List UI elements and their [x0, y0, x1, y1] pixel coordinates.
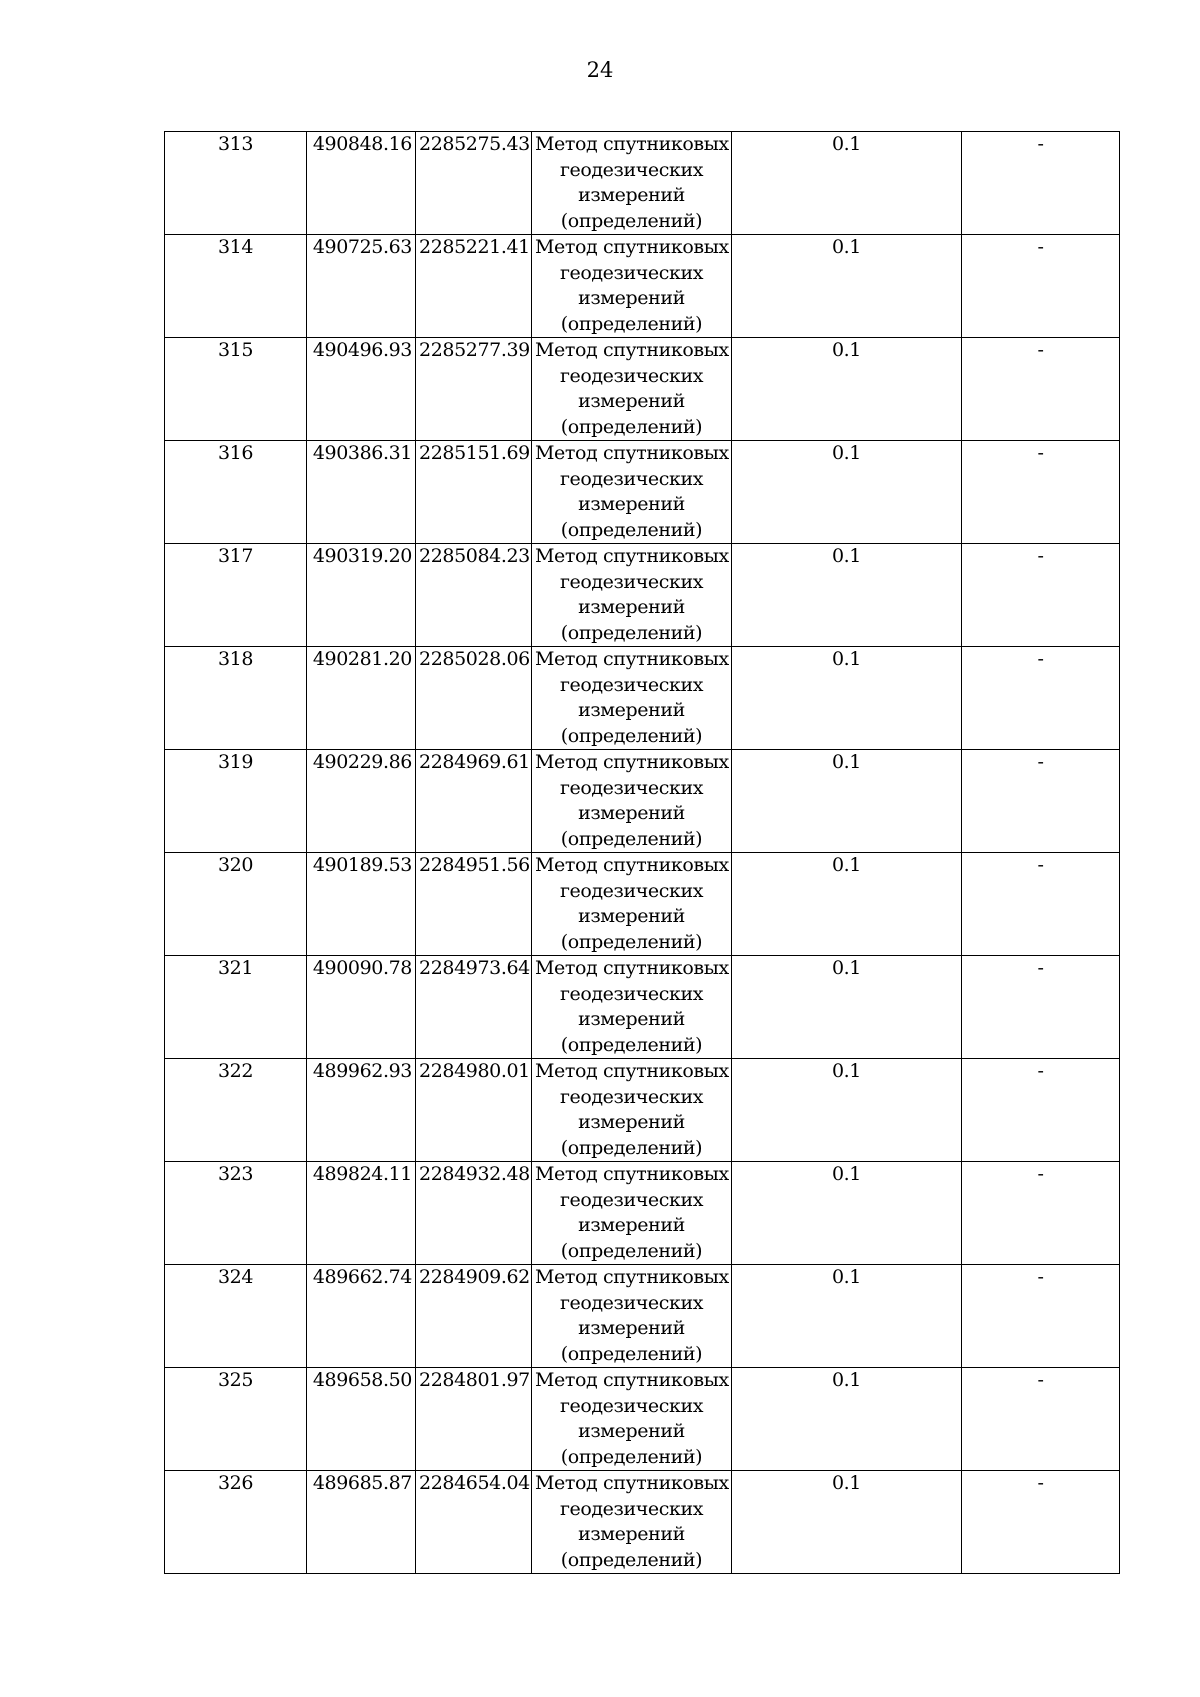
method-line: геодезических: [559, 1188, 704, 1211]
method-line: геодезических: [559, 1291, 704, 1314]
method-line: геодезических: [559, 1394, 704, 1417]
method-line: Метод спутниковых: [535, 1369, 729, 1391]
method-line: измерений: [578, 905, 685, 927]
method-line: измерений: [578, 1008, 685, 1030]
method-line: Метод спутниковых: [535, 648, 729, 670]
note-cell: -: [962, 853, 1120, 956]
x-coordinate-cell: 489685.87: [307, 1471, 416, 1574]
table-row: [165, 750, 1120, 853]
method-line: (определений): [560, 1033, 703, 1056]
note-cell: -: [962, 132, 1120, 235]
accuracy-cell: 0.1: [732, 1059, 962, 1162]
point-number-cell: 320: [165, 853, 307, 956]
point-number-cell: 323: [165, 1162, 307, 1265]
note-cell: -: [962, 338, 1120, 441]
accuracy-cell: 0.1: [732, 1471, 962, 1574]
method-line: измерений: [578, 1111, 685, 1133]
method-line: Метод спутниковых: [535, 339, 729, 361]
method-line: измерений: [578, 1317, 685, 1339]
note-cell: -: [962, 956, 1120, 1059]
note-cell: -: [962, 1368, 1120, 1471]
page-number: 24: [586, 58, 614, 82]
method-line: (определений): [560, 312, 703, 335]
y-coordinate-cell: 2285084.23: [416, 544, 532, 647]
y-coordinate-cell: 2285277.39: [416, 338, 532, 441]
y-coordinate-cell: 2285028.06: [416, 647, 532, 750]
table-row: [165, 853, 1120, 956]
method-line: геодезических: [559, 776, 704, 799]
table-row: [165, 1471, 1120, 1574]
accuracy-cell: 0.1: [732, 338, 962, 441]
note-cell: -: [962, 544, 1120, 647]
method-line: Метод спутниковых: [535, 1060, 729, 1082]
method-cell: [532, 1059, 732, 1162]
accuracy-cell: 0.1: [732, 647, 962, 750]
table-row: [165, 544, 1120, 647]
note-cell: -: [962, 1265, 1120, 1368]
method-line: геодезических: [559, 158, 704, 181]
table-row: [165, 132, 1120, 235]
accuracy-cell: 0.1: [732, 1265, 962, 1368]
y-coordinate-cell: 2284801.97: [416, 1368, 532, 1471]
note-cell: -: [962, 1059, 1120, 1162]
method-cell: [532, 441, 732, 544]
method-line: Метод спутниковых: [535, 442, 729, 464]
method-line: Метод спутниковых: [535, 751, 729, 773]
table-row: [165, 441, 1120, 544]
method-line: Метод спутниковых: [535, 236, 729, 258]
x-coordinate-cell: 490281.20: [307, 647, 416, 750]
method-line: (определений): [560, 518, 703, 541]
method-line: геодезических: [559, 982, 704, 1005]
y-coordinate-cell: 2284951.56: [416, 853, 532, 956]
point-number-cell: 326: [165, 1471, 307, 1574]
note-cell: -: [962, 235, 1120, 338]
method-line: измерений: [578, 184, 685, 206]
y-coordinate-cell: 2284909.62: [416, 1265, 532, 1368]
x-coordinate-cell: 490848.16: [307, 132, 416, 235]
method-line: (определений): [560, 415, 703, 438]
note-cell: -: [962, 1471, 1120, 1574]
method-line: (определений): [560, 827, 703, 850]
x-coordinate-cell: 490386.31: [307, 441, 416, 544]
accuracy-cell: 0.1: [732, 1162, 962, 1265]
x-coordinate-cell: 490229.86: [307, 750, 416, 853]
table-row: [165, 235, 1120, 338]
method-line: геодезических: [559, 1085, 704, 1108]
x-coordinate-cell: 490189.53: [307, 853, 416, 956]
table-row: [165, 956, 1120, 1059]
x-coordinate-cell: 489662.74: [307, 1265, 416, 1368]
method-cell: [532, 750, 732, 853]
y-coordinate-cell: 2285151.69: [416, 441, 532, 544]
method-line: измерений: [578, 493, 685, 515]
y-coordinate-cell: 2284654.04: [416, 1471, 532, 1574]
x-coordinate-cell: 489824.11: [307, 1162, 416, 1265]
method-line: измерений: [578, 1420, 685, 1442]
method-line: (определений): [560, 1342, 703, 1365]
method-line: (определений): [560, 1445, 703, 1468]
point-number-cell: 315: [165, 338, 307, 441]
x-coordinate-cell: 490496.93: [307, 338, 416, 441]
method-cell: [532, 956, 732, 1059]
method-line: Метод спутниковых: [535, 1266, 729, 1288]
method-line: измерений: [578, 1214, 685, 1236]
method-line: (определений): [560, 621, 703, 644]
coordinates-table-body: [165, 132, 1120, 1574]
accuracy-cell: 0.1: [732, 750, 962, 853]
accuracy-cell: 0.1: [732, 1368, 962, 1471]
coordinates-table: [164, 131, 1120, 1574]
method-cell: [532, 132, 732, 235]
method-line: Метод спутниковых: [535, 957, 729, 979]
method-line: измерений: [578, 802, 685, 824]
method-line: измерений: [578, 596, 685, 618]
point-number-cell: 318: [165, 647, 307, 750]
method-cell: [532, 235, 732, 338]
method-line: измерений: [578, 287, 685, 309]
method-line: (определений): [560, 1136, 703, 1159]
method-line: геодезических: [559, 261, 704, 284]
y-coordinate-cell: 2285275.43: [416, 132, 532, 235]
x-coordinate-cell: 490090.78: [307, 956, 416, 1059]
method-line: измерений: [578, 699, 685, 721]
table-row: [165, 338, 1120, 441]
method-line: Метод спутниковых: [535, 854, 729, 876]
note-cell: -: [962, 1162, 1120, 1265]
method-line: геодезических: [559, 673, 704, 696]
accuracy-cell: 0.1: [732, 235, 962, 338]
note-cell: -: [962, 441, 1120, 544]
method-line: геодезических: [559, 879, 704, 902]
method-line: геодезических: [559, 570, 704, 593]
note-cell: -: [962, 647, 1120, 750]
point-number-cell: 319: [165, 750, 307, 853]
method-cell: [532, 1265, 732, 1368]
y-coordinate-cell: 2285221.41: [416, 235, 532, 338]
accuracy-cell: 0.1: [732, 544, 962, 647]
point-number-cell: 314: [165, 235, 307, 338]
table-row: [165, 1265, 1120, 1368]
table-row: [165, 1059, 1120, 1162]
point-number-cell: 313: [165, 132, 307, 235]
y-coordinate-cell: 2284932.48: [416, 1162, 532, 1265]
method-cell: [532, 853, 732, 956]
point-number-cell: 316: [165, 441, 307, 544]
method-cell: [532, 1471, 732, 1574]
method-line: (определений): [560, 1239, 703, 1262]
method-cell: [532, 1368, 732, 1471]
table-row: [165, 1162, 1120, 1265]
method-line: измерений: [578, 1523, 685, 1545]
method-line: (определений): [560, 209, 703, 232]
method-line: (определений): [560, 724, 703, 747]
point-number-cell: 317: [165, 544, 307, 647]
x-coordinate-cell: 489962.93: [307, 1059, 416, 1162]
y-coordinate-cell: 2284973.64: [416, 956, 532, 1059]
x-coordinate-cell: 490319.20: [307, 544, 416, 647]
point-number-cell: 322: [165, 1059, 307, 1162]
method-line: геодезических: [559, 1497, 704, 1520]
method-line: Метод спутниковых: [535, 133, 729, 155]
point-number-cell: 321: [165, 956, 307, 1059]
method-cell: [532, 338, 732, 441]
note-cell: -: [962, 750, 1120, 853]
method-line: Метод спутниковых: [535, 545, 729, 567]
x-coordinate-cell: 489658.50: [307, 1368, 416, 1471]
method-line: геодезических: [559, 467, 704, 490]
y-coordinate-cell: 2284969.61: [416, 750, 532, 853]
method-line: измерений: [578, 390, 685, 412]
method-line: (определений): [560, 1548, 703, 1571]
method-line: (определений): [560, 930, 703, 953]
accuracy-cell: 0.1: [732, 441, 962, 544]
method-cell: [532, 647, 732, 750]
accuracy-cell: 0.1: [732, 956, 962, 1059]
table-row: [165, 647, 1120, 750]
point-number-cell: 325: [165, 1368, 307, 1471]
accuracy-cell: 0.1: [732, 853, 962, 956]
method-line: Метод спутниковых: [535, 1472, 729, 1494]
x-coordinate-cell: 490725.63: [307, 235, 416, 338]
method-line: геодезических: [559, 364, 704, 387]
table-row: [165, 1368, 1120, 1471]
y-coordinate-cell: 2284980.01: [416, 1059, 532, 1162]
point-number-cell: 324: [165, 1265, 307, 1368]
method-cell: [532, 544, 732, 647]
method-cell: [532, 1162, 732, 1265]
method-line: Метод спутниковых: [535, 1163, 729, 1185]
accuracy-cell: 0.1: [732, 132, 962, 235]
